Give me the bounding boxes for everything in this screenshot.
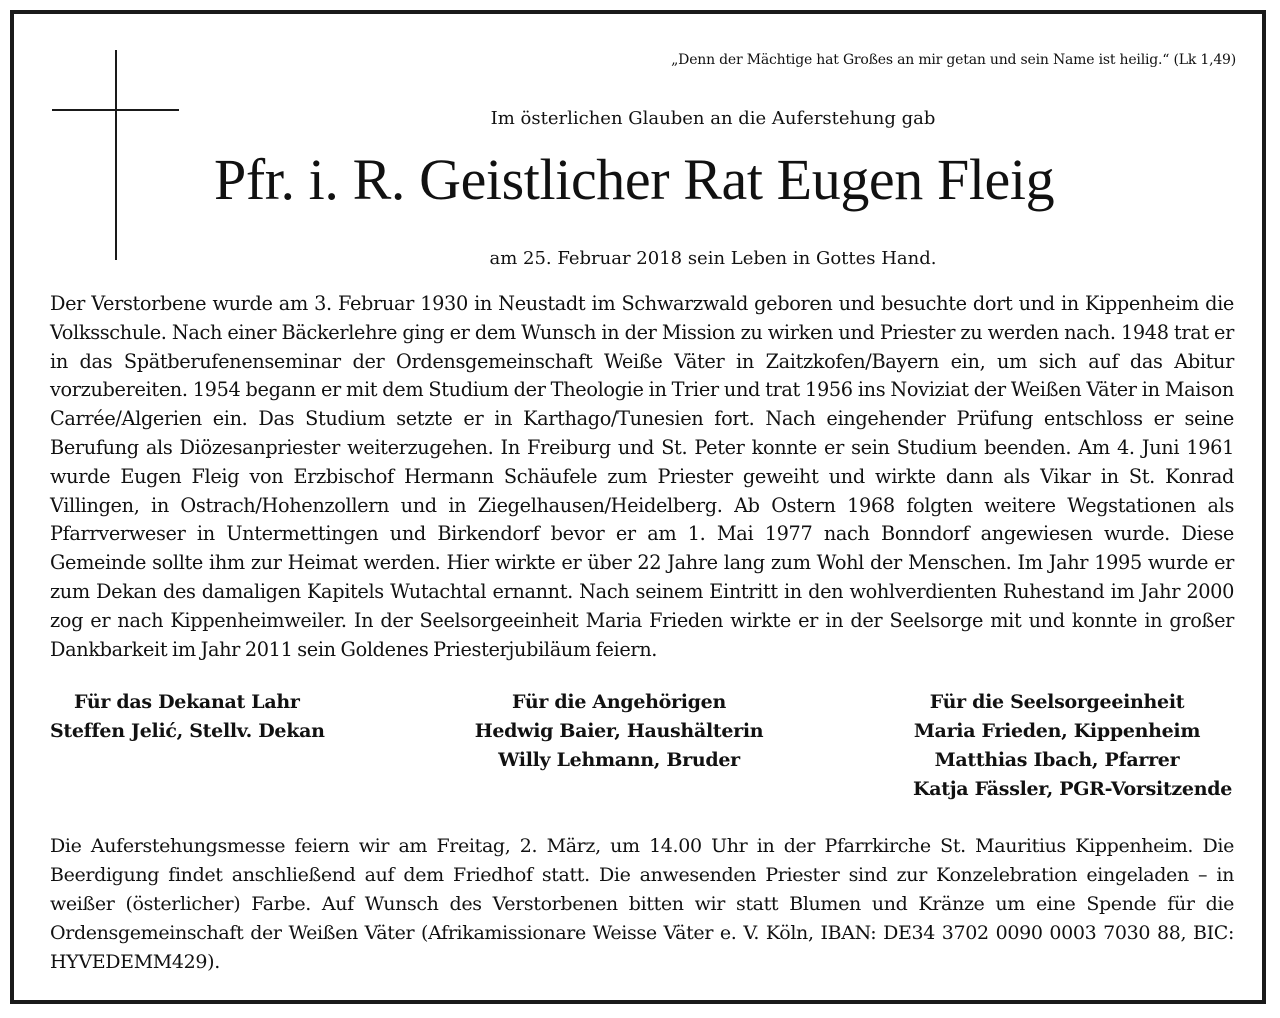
signature-relatives (434, 688, 804, 775)
cross-icon (115, 50, 117, 260)
signature-line: Für die Angehörigen (512, 691, 726, 713)
signature-deanery (50, 688, 325, 746)
signature-line: Katja Fässler, PGR-Vorsitzende (913, 778, 1232, 800)
signature-line: Willy Lehmann, Bruder (498, 749, 740, 771)
signature-line: Für die Seelsorgeeinheit (929, 691, 1185, 713)
deceased-name: Pfr. i. R. Geistlicher Rat Eugen Fleig (214, 147, 1055, 212)
signature-line: Hedwig Baier, Haushälterin (474, 720, 764, 742)
biography-text: Der Verstorbene wurde am 3. Februar 1930 in Neustadt im Schwarzwald geboren und besuchte dort und in Kippenheim die Volksschule. Nach einer Bäckerlehre ging er dem Wunsch in der Mission zu wirken und Priester zu werden nach. 1948 trat er in das Spätberufenenseminar der Ordensgemeinschaft Weiße Väter in Zaitzkofen/Bayern ein, um sich auf das Abitur vorzubereiten. 1954 begann er mit dem Studium der Theologie in Trier und trat 1956 ins Noviziat der Weißen Väter in Maison Carrée/Algerien ein. Das Studium setzte er in Karthago/Tunesien fort. Nach eingehender Prüfung entschloss er seine Berufung als Diözesanpriester weiterzugehen. In Freiburg und St. Peter konnte er sein Studium beenden. Am 4. Juni 1961 wurde Eugen Fleig von Erzbischof Hermann Schäufele zum Priester geweiht und wirkte dann als Vikar in St. Konrad Villingen, in Ostrach/Hohenzollern und in Ziegelhausen/Heidelberg. Ab Ostern 1968 folgten weitere Wegstationen als Pfarrverweser in Untermettingen und Birkendorf bevor er am 1. Mai 1977 nach Bonndorf angewiesen wurde. Diese Gemeinde sollte ihm zur Heimat werden. Hier wirkte er über 22 Jahre lang zum Wohl der Menschen. Im Jahr 1995 wurde er zum Dekan des damaligen Kapitels Wutachtal ernannt. Nach seinem Eintritt in den wohlverdienten Ruhestand im Jahr 2000 zog er nach Kippenheimweiler. In der Seelsorgeeinheit Maria Frieden wirkte er in der Seelsorge mit und konnte in großer Dankbarkeit im Jahr 2011 sein Goldenes Priesterjubiläum feiern. (50, 292, 1234, 661)
funeral-details-text: Die Auferstehungsmesse feiern wir am Freitag, 2. März, um 14.00 Uhr in der Pfarrkirche St. Mauritius Kippenheim. Die Beerdigung findet anschließend auf dem Friedhof statt. Die anwesenden Priester sind zur Konzelebration eingeladen – in weißer (österlicher) Farbe. Auf Wunsch des Verstorbenen bitten wir statt Blumen und Kränze um eine Spende für die Ordensgemeinschaft der Weißen Väter (Afrikamissionare Weisse Väter e. V. Köln, IBAN: DE34 3702 0090 0003 7030 88, BIC: HYVEDEMM429). (50, 835, 1234, 973)
signature-line: Steffen Jelić, Stellv. Dekan (50, 720, 325, 742)
bible-quote: „Denn der Mächtige hat Großes an mir getan und sein Name ist heilig.“ (Lk 1,49) (671, 52, 1236, 68)
obituary-notice (10, 10, 1266, 1004)
death-date-line: am 25. Februar 2018 sein Leben in Gottes Hand. (489, 248, 937, 269)
signature-line: Matthias Ibach, Pfarrer (934, 749, 1180, 771)
intro-line: Im österlichen Glauben an die Auferstehung gab (490, 108, 936, 129)
signature-line: Maria Frieden, Kippenheim (913, 720, 1201, 742)
signature-line: Für das Dekanat Lahr (74, 691, 300, 713)
signature-parish (882, 688, 1232, 804)
